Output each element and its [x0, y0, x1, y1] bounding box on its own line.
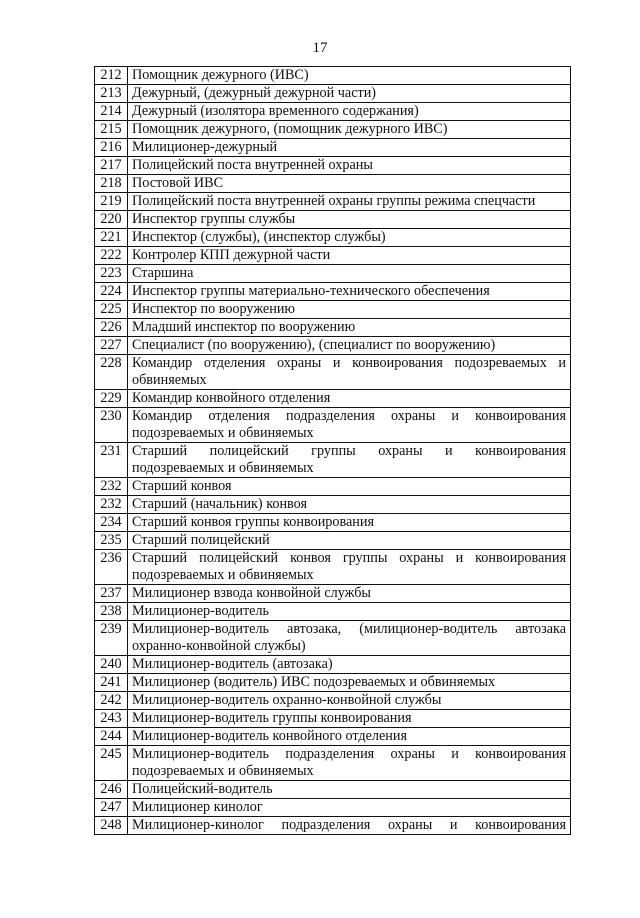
position-title: Старший конвоя — [128, 478, 571, 496]
row-number: 248 — [95, 817, 128, 835]
table-row — [95, 496, 571, 514]
row-number: 234 — [95, 514, 128, 532]
table-row — [95, 817, 571, 835]
position-title: Старший (начальник) конвоя — [128, 496, 571, 514]
row-number: 219 — [95, 193, 128, 211]
table-row — [95, 67, 571, 85]
table-row — [95, 390, 571, 408]
position-title: Полицейский поста внутренней охраны — [128, 157, 571, 175]
table-row — [95, 478, 571, 496]
row-number: 242 — [95, 692, 128, 710]
row-number: 220 — [95, 211, 128, 229]
position-title: Инспектор группы материально-технического обеспечения — [128, 283, 571, 301]
row-number: 214 — [95, 103, 128, 121]
row-number: 224 — [95, 283, 128, 301]
position-title: Специалист (по вооружению), (специалист по вооружению) — [128, 337, 571, 355]
position-title: Милиционер-водитель конвойного отделения — [128, 728, 571, 746]
row-number: 238 — [95, 603, 128, 621]
table-row — [95, 193, 571, 211]
table-row — [95, 211, 571, 229]
position-title: Постовой ИВС — [128, 175, 571, 193]
row-number: 216 — [95, 139, 128, 157]
table-row — [95, 85, 571, 103]
row-number: 240 — [95, 656, 128, 674]
position-title: Милиционер-дежурный — [128, 139, 571, 157]
row-number: 235 — [95, 532, 128, 550]
position-title: Младший инспектор по вооружению — [128, 319, 571, 337]
table-row — [95, 103, 571, 121]
position-title: Дежурный (изолятора временного содержания) — [128, 103, 571, 121]
position-title: Старший полицейский группы охраны и конвоирования подозреваемых и обвиняемых — [128, 443, 571, 478]
position-title: Инспектор (службы), (инспектор службы) — [128, 229, 571, 247]
row-number: 229 — [95, 390, 128, 408]
table-row — [95, 337, 571, 355]
page-number: 17 — [312, 40, 328, 56]
table-row — [95, 301, 571, 319]
row-number: 221 — [95, 229, 128, 247]
position-title: Старший полицейский — [128, 532, 571, 550]
table-row — [95, 247, 571, 265]
position-title: Милиционер-водитель подразделения охраны и конвоирования подозреваемых и обвиняемых — [128, 746, 571, 781]
position-title: Командир отделения охраны и конвоирования подозреваемых и обвиняемых — [128, 355, 571, 390]
row-number: 212 — [95, 67, 128, 85]
row-number: 239 — [95, 621, 128, 656]
position-title: Милиционер взвода конвойной службы — [128, 585, 571, 603]
position-title: Милиционер-водитель — [128, 603, 571, 621]
row-number: 237 — [95, 585, 128, 603]
position-title: Милиционер кинолог — [128, 799, 571, 817]
position-title: Старшина — [128, 265, 571, 283]
table-row — [95, 121, 571, 139]
row-number: 218 — [95, 175, 128, 193]
table-row — [95, 799, 571, 817]
position-title: Контролер КПП дежурной части — [128, 247, 571, 265]
row-number: 228 — [95, 355, 128, 390]
row-number: 226 — [95, 319, 128, 337]
table-row — [95, 355, 571, 390]
table-row — [95, 728, 571, 746]
row-number: 222 — [95, 247, 128, 265]
row-number: 213 — [95, 85, 128, 103]
table-row — [95, 746, 571, 781]
row-number: 247 — [95, 799, 128, 817]
position-title: Командир отделения подразделения охраны и конвоирования подозреваемых и обвиняемых — [128, 408, 571, 443]
position-title: Инспектор по вооружению — [128, 301, 571, 319]
table-row — [95, 674, 571, 692]
position-title: Старший конвоя группы конвоирования — [128, 514, 571, 532]
position-title: Милиционер-водитель группы конвоирования — [128, 710, 571, 728]
position-title: Инспектор группы службы — [128, 211, 571, 229]
position-title: Милиционер-водитель (автозака) — [128, 656, 571, 674]
positions-table — [94, 66, 571, 835]
position-title: Полицейский-водитель — [128, 781, 571, 799]
table-row — [95, 443, 571, 478]
table-row — [95, 532, 571, 550]
row-number: 230 — [95, 408, 128, 443]
position-title: Милиционер-водитель охранно-конвойной службы — [128, 692, 571, 710]
position-title: Милиционер (водитель) ИВС подозреваемых и обвиняемых — [128, 674, 571, 692]
position-title: Дежурный, (дежурный дежурной части) — [128, 85, 571, 103]
row-number: 223 — [95, 265, 128, 283]
table-row — [95, 265, 571, 283]
row-number: 232 — [95, 496, 128, 514]
row-number: 232 — [95, 478, 128, 496]
table-row — [95, 175, 571, 193]
table-row — [95, 621, 571, 656]
row-number: 246 — [95, 781, 128, 799]
positions-table-body — [95, 67, 571, 835]
table-row — [95, 710, 571, 728]
position-title: Милиционер-кинолог подразделения охраны и конвоирования — [128, 817, 571, 835]
table-row — [95, 157, 571, 175]
row-number: 215 — [95, 121, 128, 139]
table-row — [95, 603, 571, 621]
position-title: Командир конвойного отделения — [128, 390, 571, 408]
table-row — [95, 656, 571, 674]
row-number: 225 — [95, 301, 128, 319]
row-number: 217 — [95, 157, 128, 175]
position-title: Помощник дежурного (ИВС) — [128, 67, 571, 85]
row-number: 245 — [95, 746, 128, 781]
row-number: 244 — [95, 728, 128, 746]
table-row — [95, 319, 571, 337]
table-row — [95, 692, 571, 710]
row-number: 231 — [95, 443, 128, 478]
row-number: 236 — [95, 550, 128, 585]
position-title: Полицейский поста внутренней охраны группы режима спецчасти — [128, 193, 571, 211]
table-row — [95, 139, 571, 157]
table-row — [95, 550, 571, 585]
row-number: 241 — [95, 674, 128, 692]
table-row — [95, 229, 571, 247]
table-row — [95, 585, 571, 603]
table-row — [95, 514, 571, 532]
position-title: Помощник дежурного, (помощник дежурного ИВС) — [128, 121, 571, 139]
row-number: 227 — [95, 337, 128, 355]
row-number: 243 — [95, 710, 128, 728]
position-title: Милиционер-водитель автозака, (милиционер-водитель автозака охранно-конвойной службы) — [128, 621, 571, 656]
table-row — [95, 781, 571, 799]
position-title: Старший полицейский конвоя группы охраны и конвоирования подозреваемых и обвиняемых — [128, 550, 571, 585]
table-row — [95, 283, 571, 301]
table-row — [95, 408, 571, 443]
